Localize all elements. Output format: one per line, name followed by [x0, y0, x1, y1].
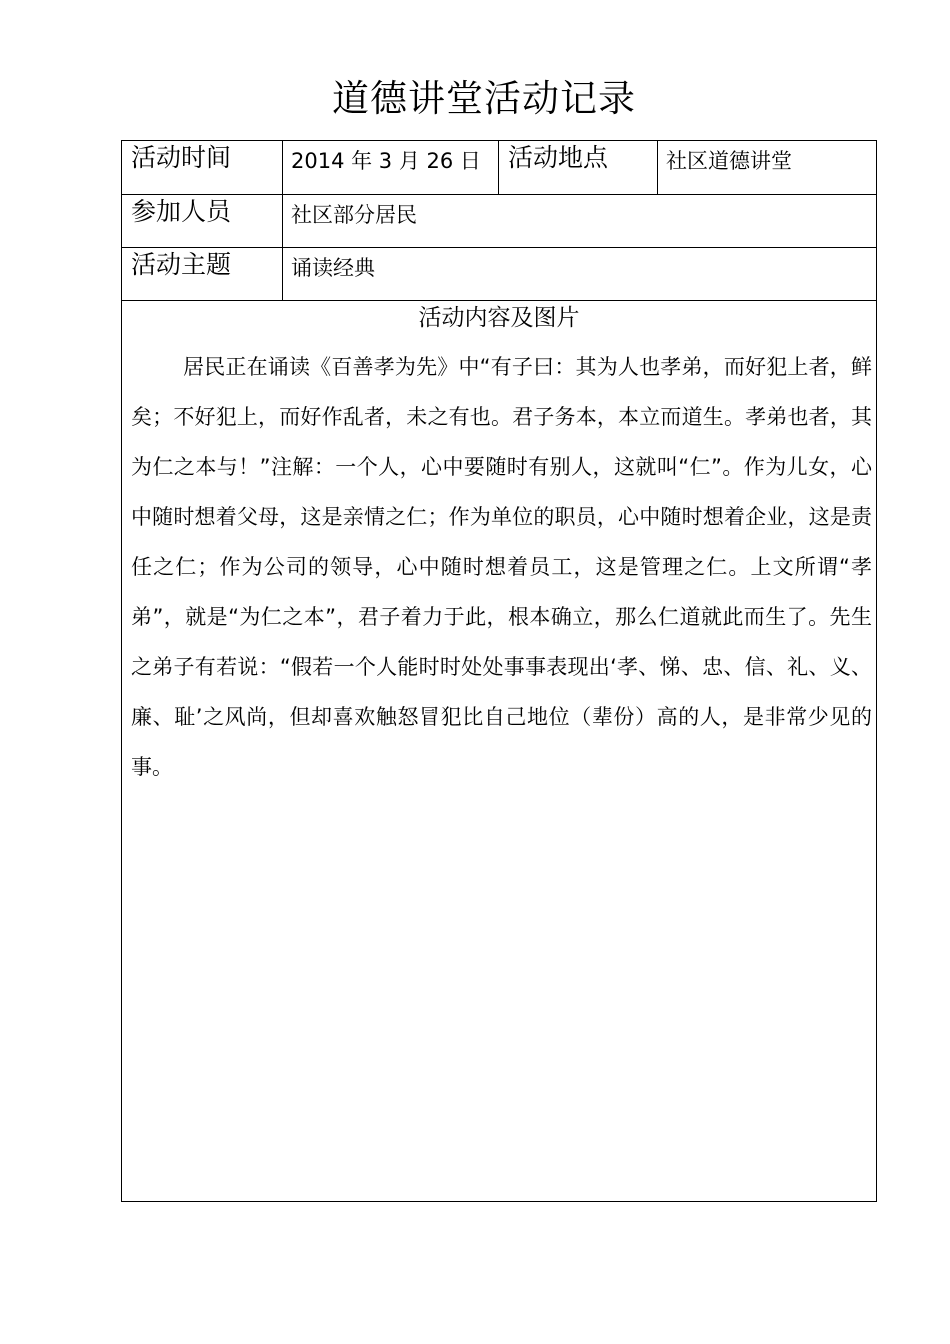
time-value: 2014 年 3 月 26 日 [283, 141, 499, 195]
content-heading: 活动内容及图片 [418, 305, 580, 331]
place-label: 活动地点 [499, 141, 658, 195]
content-row [122, 301, 877, 1202]
participants-label: 参加人员 [122, 195, 283, 248]
participants-row [122, 195, 877, 248]
content-cell [122, 301, 877, 1202]
content-body: 居民正在诵读《百善孝为先》中“有子曰：其为人也孝弟，而好犯上者，鲜矣；不好犯上，而好作乱者，未之有也。君子务本，本立而道生。孝弟也者，其为仁之本与！”注解：一个人，心中要随时有别人，这就叫“仁”。作为儿女，心中随时想着父母，这是亲情之仁；作为单位的职员，心中随时想着企业，这是责任之仁；作为公司的领导，心中随时想着员工，这是管理之仁。上文所谓“孝弟”，就是“为仁之本”，君子着力于此，根本确立，那么仁道就此而生了。先生之弟子有若说：“假若一个人能时时处处事事表现出‘孝、悌、忠、信、礼、义、廉、耻’之风尚，但却喜欢触怒冒犯比自己地位（辈份）高的人，是非常少见的事。 [131, 355, 872, 779]
theme-label: 活动主题 [122, 248, 283, 301]
theme-row [122, 248, 877, 301]
page-title: 道德讲堂活动记录 [332, 77, 636, 120]
theme-value: 诵读经典 [283, 248, 877, 301]
participants-value: 社区部分居民 [283, 195, 877, 248]
place-value: 社区道德讲堂 [658, 141, 877, 195]
time-label: 活动时间 [122, 141, 283, 195]
time-place-row [122, 141, 877, 195]
activity-record-table [121, 140, 877, 1202]
